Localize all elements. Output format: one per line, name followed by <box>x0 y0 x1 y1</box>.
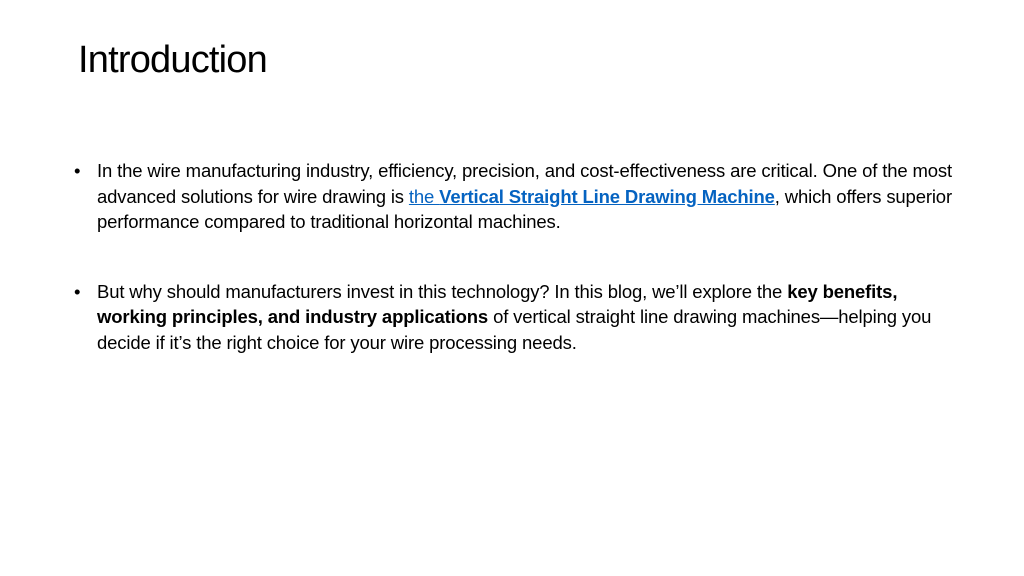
bullet-text-after: , which offers superior performance compared to traditional horizontal machines. <box>97 185 952 232</box>
link-prefix-text: the <box>408 185 440 207</box>
slide-title: Introduction <box>78 39 267 81</box>
bullet-dot-icon: • <box>74 280 81 302</box>
bullet-bold-text: key benefits, working principles, and industry applications <box>97 280 898 327</box>
slide-content <box>74 158 954 355</box>
bullet-text: But why should manufacturers invest in this technology? In this blog, we’ll explore the <box>97 280 788 302</box>
bullet-item-intro <box>74 158 954 235</box>
bullet-dot-icon: • <box>74 160 81 181</box>
vertical-straight-line-drawing-machine-link[interactable] <box>409 186 775 207</box>
link-bold-text: Vertical Straight Line Drawing Machine <box>439 185 775 207</box>
bullet-text: In the wire manufacturing industry, efficiency, precision, and cost-effectiveness are critical. One of the most advanced solutions for wire drawing is <box>97 160 952 207</box>
bullet-text-after: of vertical straight line drawing machines—helping you decide if it’s the right choice for your wire processing needs. <box>97 306 932 353</box>
bullet-item-question <box>74 279 954 356</box>
